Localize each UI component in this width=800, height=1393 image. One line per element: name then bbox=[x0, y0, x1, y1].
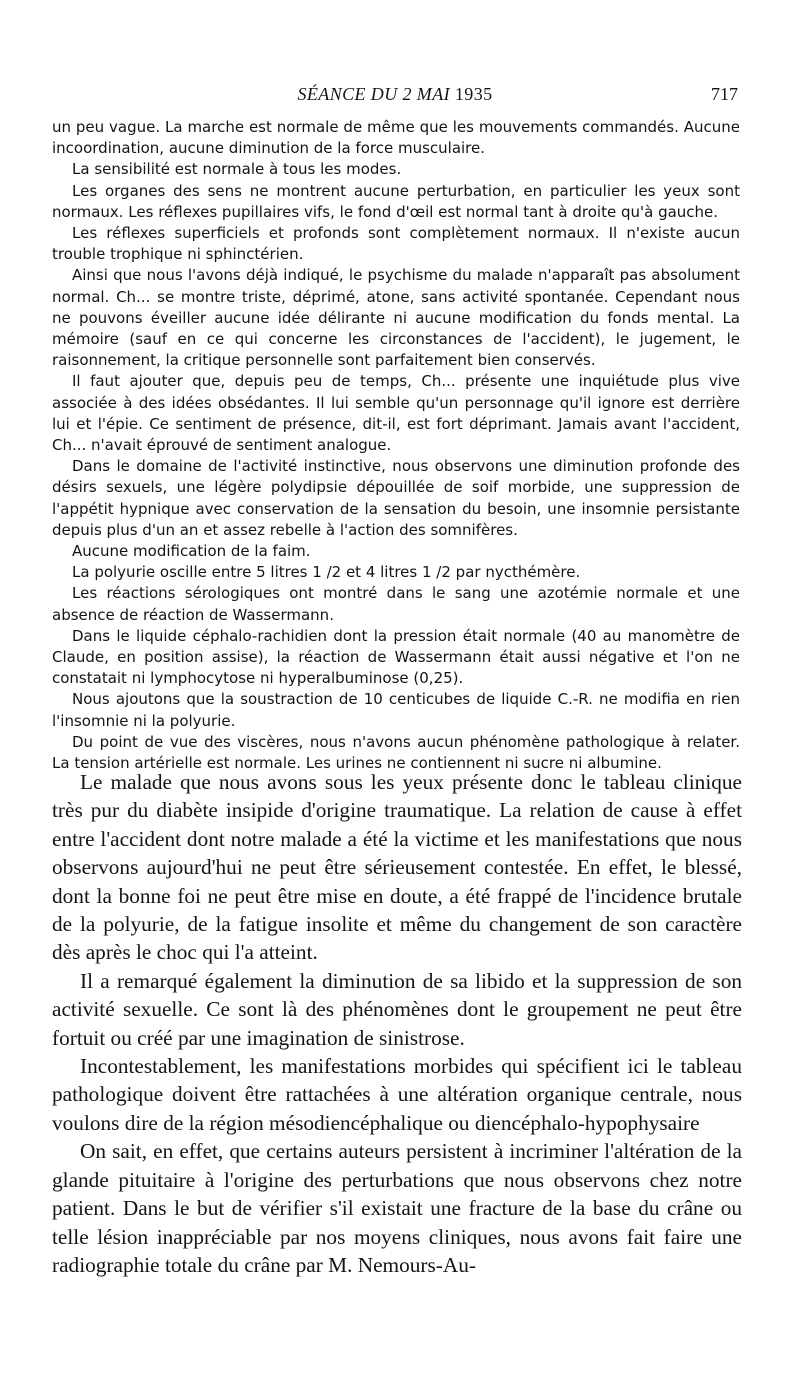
paragraph: Les organes des sens ne montrent aucune perturbation, en particulier les yeux sont normaux. Les réflexes pupillaires vifs, le fond d'œil est normal tant à droite qu'à gauche. bbox=[52, 181, 740, 221]
discussion-text bbox=[52, 768, 742, 1279]
page-header bbox=[52, 84, 738, 108]
paragraph: Incontestablement, les manifestations morbides qui spécifient ici le tableau pathologique doivent être rattachées à une altération organique centrale, nous voulons dire de la région mésodiencéphalique ou diencéphalo-hypophysaire bbox=[52, 1054, 742, 1135]
paragraph-first: un peu vague. La marche est normale de même que les mouvements commandés. Aucune incoordination, aucune diminution de la force musculaire. bbox=[52, 118, 740, 158]
paragraph: La polyurie oscille entre 5 litres 1 /2 et 4 litres 1 /2 par nycthémère. bbox=[72, 563, 581, 582]
paragraph: Les réflexes superficiels et profonds sont complètement normaux. Il n'existe aucun trouble trophique ni sphinctérien. bbox=[52, 224, 740, 264]
paragraph: Dans le domaine de l'activité instinctive, nous observons une diminution profonde des désirs sexuels, une légère polydipsie dépouillée de soif morbide, une suppression de l'appétit hypnique avec conservation de la sensation du besoin, une insomnie persistante depuis plus d'un an et assez rebelle à l'action des somnifères. bbox=[52, 457, 740, 539]
paragraph: Les réactions sérologiques ont montré dans le sang une azotémie normale et une absence de réaction de Wassermann. bbox=[52, 584, 740, 624]
paragraph: Aucune modification de la faim. bbox=[72, 542, 311, 561]
running-title bbox=[52, 84, 738, 105]
running-title-year: 1935 bbox=[454, 84, 493, 104]
paragraph: Il faut ajouter que, depuis peu de temps, Ch... présente une inquiétude plus vive associée à des idées obsédantes. Il lui semble qu'un personnage qu'il ignore est derrière lui et l'épie. Ce sentiment de présence, dit-il, est fort déprimant. Jamais avant l'accident, Ch... n'avait éprouvé de sentiment analogue. bbox=[52, 372, 740, 455]
paragraph: La sensibilité est normale à tous les modes. bbox=[72, 160, 402, 179]
paragraph: Du point de vue des viscères, nous n'avons aucun phénomène pathologique à relater. La tension artérielle est normale. Les urines ne contiennent ni sucre ni albumine. bbox=[52, 732, 740, 773]
case-report-text bbox=[52, 117, 740, 774]
running-title-text: SÉANCE DU 2 MAI bbox=[297, 84, 450, 104]
page-number: 717 bbox=[711, 84, 738, 104]
paragraph: On sait, en effet, que certains auteurs persistent à incriminer l'altération de la glande pituitaire à l'origine des perturbations que nous observons chez notre patient. Dans le but de vérifier s'il existait une fracture de la base du crâne ou telle lésion inappréciable par nos moyens cliniques, nous avons fait faire une radiographie totale du crâne par M. Nemours-Au- bbox=[52, 1139, 742, 1277]
paragraph: Il a remarqué également la diminution de sa libido et la suppression de son activité sexuelle. Ce sont là des phénomènes dont le groupement ne peut être fortuit ou créé par une imagination de sinistrose. bbox=[52, 968, 742, 1050]
paragraph: Ainsi que nous l'avons déjà indiqué, le psychisme du malade n'apparaît pas absolument normal. Ch... se montre triste, déprimé, atone, sans activité spontanée. Cependant nous ne pouvons éveiller aucune idée délirante ni aucune modification du fonds mental. La mémoire (sauf en ce qui concerne les circonstances de l'accident), le jugement, le raisonnement, la critique personnelle sont parfaitement bien conservés. bbox=[52, 266, 740, 370]
paragraph: Nous ajoutons que la soustraction de 10 centicubes de liquide C.-R. ne modifia en rien l'insomnie ni la polyurie. bbox=[52, 690, 740, 730]
paragraph: Le malade que nous avons sous les yeux présente donc le tableau clinique très pur du diabète insipide d'origine traumatique. La relation de cause à effet entre l'accident dont notre malade a été la victime et les manifestations que nous observons aujourd'hui ne peut être sérieusement contestée. En effet, le blessé, dont la bonne foi ne peut être mise en doute, a été frappé de l'incidence brutale de la polyurie, de la fatigue insolite et même du changement de son caractère dès après le choc qui l'a atteint. bbox=[52, 770, 742, 965]
paragraph: Dans le liquide céphalo-rachidien dont la pression était normale (40 au manomètre de Claude, en position assise), la réaction de Wassermann était aussi négative et l'on ne constatait ni lymphocytose ni hyperalbuminose (0,25). bbox=[52, 626, 740, 688]
